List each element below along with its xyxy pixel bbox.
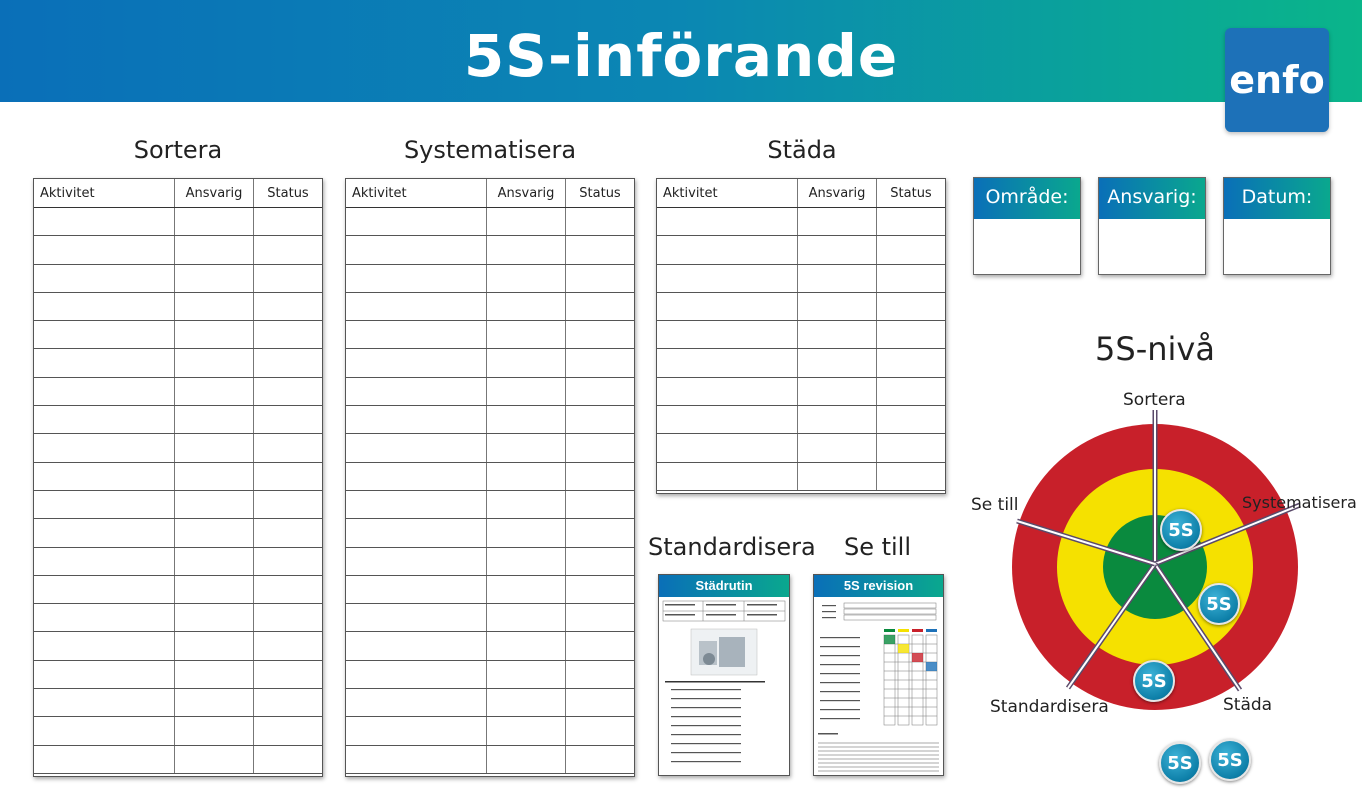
table-row[interactable] xyxy=(34,208,322,236)
table-cell[interactable] xyxy=(487,406,566,434)
table-cell[interactable] xyxy=(34,264,175,292)
table-cell[interactable] xyxy=(487,349,566,377)
revision-sheet[interactable] xyxy=(813,574,944,776)
table-row[interactable] xyxy=(34,717,322,745)
table-cell[interactable] xyxy=(487,490,566,518)
table-cell[interactable] xyxy=(254,490,323,518)
table-row[interactable] xyxy=(34,349,322,377)
table-row[interactable] xyxy=(346,745,634,773)
table-cell[interactable] xyxy=(346,208,487,236)
table-cell[interactable] xyxy=(346,547,487,575)
table-cell[interactable] xyxy=(254,604,323,632)
table-row[interactable] xyxy=(657,462,945,490)
table-cell[interactable] xyxy=(175,462,254,490)
table-row[interactable] xyxy=(346,717,634,745)
table-cell[interactable] xyxy=(254,519,323,547)
table-cell[interactable] xyxy=(566,292,635,320)
table-row[interactable] xyxy=(346,292,634,320)
table-cell[interactable] xyxy=(566,208,635,236)
table-cell[interactable] xyxy=(566,264,635,292)
table-cell[interactable] xyxy=(254,208,323,236)
table-cell[interactable] xyxy=(487,575,566,603)
table-row[interactable] xyxy=(34,575,322,603)
table-cell[interactable] xyxy=(175,490,254,518)
table-cell[interactable] xyxy=(566,689,635,717)
table-cell[interactable] xyxy=(487,632,566,660)
sortera-board xyxy=(33,178,323,777)
table-row[interactable] xyxy=(657,377,945,405)
table-cell[interactable] xyxy=(346,519,487,547)
stada-table xyxy=(657,179,945,491)
table-cell[interactable] xyxy=(34,292,175,320)
table-cell[interactable] xyxy=(254,321,323,349)
table-cell[interactable] xyxy=(566,519,635,547)
systematisera-table xyxy=(346,179,634,774)
systematisera-title: Systematisera xyxy=(403,136,577,164)
table-cell[interactable] xyxy=(798,236,877,264)
table-cell[interactable] xyxy=(175,349,254,377)
table-cell[interactable] xyxy=(798,462,877,490)
table-cell[interactable] xyxy=(175,377,254,405)
table-cell[interactable] xyxy=(566,745,635,773)
table-cell[interactable] xyxy=(877,406,946,434)
table-cell[interactable] xyxy=(657,377,798,405)
table-cell[interactable] xyxy=(487,689,566,717)
table-row[interactable] xyxy=(346,519,634,547)
table-cell[interactable] xyxy=(34,321,175,349)
table-row[interactable] xyxy=(346,321,634,349)
axis-label-stada: Städa xyxy=(1223,695,1273,715)
table-cell[interactable] xyxy=(566,717,635,745)
table-cell[interactable] xyxy=(566,406,635,434)
table-cell[interactable] xyxy=(34,208,175,236)
table-cell[interactable] xyxy=(566,349,635,377)
table-cell[interactable] xyxy=(254,264,323,292)
table-row[interactable] xyxy=(34,490,322,518)
table-cell[interactable] xyxy=(566,490,635,518)
table-cell[interactable] xyxy=(175,604,254,632)
table-cell[interactable] xyxy=(798,377,877,405)
table-cell[interactable] xyxy=(175,236,254,264)
header-aktivitet: Aktivitet xyxy=(34,179,175,208)
table-cell[interactable] xyxy=(877,292,946,320)
table-row[interactable] xyxy=(346,660,634,688)
table-cell[interactable] xyxy=(34,745,175,773)
axis-label-setill: Se till xyxy=(971,495,1019,515)
5s-marker[interactable]: 5S xyxy=(1133,660,1175,702)
table-row[interactable] xyxy=(657,349,945,377)
table-row[interactable] xyxy=(34,406,322,434)
table-row[interactable] xyxy=(346,689,634,717)
table-cell[interactable] xyxy=(487,434,566,462)
table-row[interactable] xyxy=(34,292,322,320)
table-cell[interactable] xyxy=(346,377,487,405)
table-row[interactable] xyxy=(34,660,322,688)
table-cell[interactable] xyxy=(877,434,946,462)
table-row[interactable] xyxy=(346,434,634,462)
table-cell[interactable] xyxy=(798,321,877,349)
table-cell[interactable] xyxy=(34,349,175,377)
5s-marker[interactable]: 5S xyxy=(1198,583,1240,625)
table-cell[interactable] xyxy=(34,547,175,575)
table-cell[interactable] xyxy=(566,434,635,462)
table-cell[interactable] xyxy=(346,604,487,632)
table-cell[interactable] xyxy=(254,717,323,745)
table-cell[interactable] xyxy=(798,292,877,320)
table-row[interactable] xyxy=(657,434,945,462)
table-cell[interactable] xyxy=(34,660,175,688)
table-cell[interactable] xyxy=(346,406,487,434)
table-cell[interactable] xyxy=(254,689,323,717)
table-row[interactable] xyxy=(34,434,322,462)
revision-sheet-content xyxy=(814,597,943,775)
header-status: Status xyxy=(254,179,323,208)
table-cell[interactable] xyxy=(254,745,323,773)
table-cell[interactable] xyxy=(487,717,566,745)
table-cell[interactable] xyxy=(175,208,254,236)
header-ansvarig: Ansvarig xyxy=(175,179,254,208)
table-cell[interactable] xyxy=(254,236,323,264)
table-cell[interactable] xyxy=(657,434,798,462)
table-cell[interactable] xyxy=(566,462,635,490)
table-cell[interactable] xyxy=(487,377,566,405)
table-cell[interactable] xyxy=(877,349,946,377)
table-cell[interactable] xyxy=(34,632,175,660)
table-cell[interactable] xyxy=(877,236,946,264)
table-row[interactable] xyxy=(34,264,322,292)
table-cell[interactable] xyxy=(175,406,254,434)
table-row[interactable] xyxy=(657,264,945,292)
table-cell[interactable] xyxy=(254,632,323,660)
header-ansvarig: Ansvarig xyxy=(487,179,566,208)
header-aktivitet: Aktivitet xyxy=(346,179,487,208)
table-row[interactable] xyxy=(34,547,322,575)
table-cell[interactable] xyxy=(346,292,487,320)
setill-title: Se till xyxy=(843,533,912,561)
ansvarig-label: Ansvarig: xyxy=(1099,178,1205,219)
table-cell[interactable] xyxy=(254,434,323,462)
table-cell[interactable] xyxy=(346,462,487,490)
table-cell[interactable] xyxy=(566,575,635,603)
omrade-label: Område: xyxy=(974,178,1080,219)
table-cell[interactable] xyxy=(566,236,635,264)
table-cell[interactable] xyxy=(175,745,254,773)
table-cell[interactable] xyxy=(346,660,487,688)
table-cell[interactable] xyxy=(487,519,566,547)
table-row[interactable] xyxy=(346,604,634,632)
level-title: 5S-nivå xyxy=(1095,330,1215,368)
table-cell[interactable] xyxy=(34,236,175,264)
table-cell[interactable] xyxy=(798,208,877,236)
table-cell[interactable] xyxy=(487,604,566,632)
table-cell[interactable] xyxy=(346,434,487,462)
table-cell[interactable] xyxy=(34,377,175,405)
table-cell[interactable] xyxy=(566,604,635,632)
axis-label-systematisera: Systematisera xyxy=(1242,493,1357,512)
table-row[interactable] xyxy=(346,547,634,575)
table-row[interactable] xyxy=(34,377,322,405)
table-cell[interactable] xyxy=(877,208,946,236)
table-cell[interactable] xyxy=(34,434,175,462)
table-cell[interactable] xyxy=(798,349,877,377)
table-row[interactable] xyxy=(34,689,322,717)
table-cell[interactable] xyxy=(254,547,323,575)
table-cell[interactable] xyxy=(346,490,487,518)
table-row[interactable] xyxy=(346,208,634,236)
systematisera-board xyxy=(345,178,635,777)
table-cell[interactable] xyxy=(34,717,175,745)
table-cell[interactable] xyxy=(175,717,254,745)
table-cell[interactable] xyxy=(346,689,487,717)
table-cell[interactable] xyxy=(566,632,635,660)
table-row[interactable] xyxy=(34,462,322,490)
stadrutin-sheet[interactable] xyxy=(658,574,790,776)
table-cell[interactable] xyxy=(487,547,566,575)
table-cell[interactable] xyxy=(346,321,487,349)
table-row[interactable] xyxy=(657,292,945,320)
table-row[interactable] xyxy=(346,264,634,292)
table-row[interactable] xyxy=(657,208,945,236)
table-row[interactable] xyxy=(34,321,322,349)
table-cell[interactable] xyxy=(346,264,487,292)
table-row[interactable] xyxy=(657,321,945,349)
table-cell[interactable] xyxy=(566,377,635,405)
table-cell[interactable] xyxy=(657,264,798,292)
table-cell[interactable] xyxy=(566,547,635,575)
table-cell[interactable] xyxy=(34,462,175,490)
table-row[interactable] xyxy=(34,604,322,632)
table-cell[interactable] xyxy=(175,632,254,660)
table-row[interactable] xyxy=(346,632,634,660)
stadrutin-sheet-content xyxy=(659,597,789,775)
standardisera-title: Standardisera xyxy=(648,533,816,561)
table-cell[interactable] xyxy=(254,377,323,405)
table-row[interactable] xyxy=(346,575,634,603)
table-cell[interactable] xyxy=(175,292,254,320)
sortera-title: Sortera xyxy=(133,136,223,164)
header-ansvarig: Ansvarig xyxy=(798,179,877,208)
table-cell[interactable] xyxy=(487,321,566,349)
table-cell[interactable] xyxy=(346,349,487,377)
table-cell[interactable] xyxy=(487,745,566,773)
table-cell[interactable] xyxy=(254,575,323,603)
stada-board xyxy=(656,178,946,494)
table-cell[interactable] xyxy=(254,349,323,377)
stadrutin-sheet-title: Städrutin xyxy=(659,575,789,597)
header-aktivitet: Aktivitet xyxy=(657,179,798,208)
table-cell[interactable] xyxy=(798,434,877,462)
stada-title: Städa xyxy=(767,136,837,164)
table-cell[interactable] xyxy=(566,660,635,688)
omrade-card[interactable] xyxy=(973,177,1081,275)
table-cell[interactable] xyxy=(254,406,323,434)
table-row[interactable] xyxy=(346,377,634,405)
table-cell[interactable] xyxy=(175,575,254,603)
table-cell[interactable] xyxy=(34,575,175,603)
table-cell[interactable] xyxy=(346,236,487,264)
table-cell[interactable] xyxy=(346,575,487,603)
table-cell[interactable] xyxy=(34,406,175,434)
table-cell[interactable] xyxy=(657,406,798,434)
table-cell[interactable] xyxy=(346,717,487,745)
table-cell[interactable] xyxy=(657,208,798,236)
header-status: Status xyxy=(566,179,635,208)
table-cell[interactable] xyxy=(877,462,946,490)
table-cell[interactable] xyxy=(487,660,566,688)
table-cell[interactable] xyxy=(175,434,254,462)
table-cell[interactable] xyxy=(657,349,798,377)
table-cell[interactable] xyxy=(175,321,254,349)
header-status: Status xyxy=(877,179,946,208)
enfo-logo: enfo xyxy=(1225,28,1329,132)
table-cell[interactable] xyxy=(487,292,566,320)
table-row[interactable] xyxy=(346,462,634,490)
table-cell[interactable] xyxy=(487,236,566,264)
table-cell[interactable] xyxy=(657,292,798,320)
table-row[interactable] xyxy=(34,632,322,660)
table-cell[interactable] xyxy=(877,377,946,405)
table-cell[interactable] xyxy=(346,745,487,773)
table-cell[interactable] xyxy=(798,406,877,434)
datum-card[interactable] xyxy=(1223,177,1331,275)
table-cell[interactable] xyxy=(877,321,946,349)
table-cell[interactable] xyxy=(254,462,323,490)
table-row[interactable] xyxy=(346,490,634,518)
table-row[interactable] xyxy=(34,236,322,264)
table-cell[interactable] xyxy=(34,689,175,717)
axis-label-sortera: Sortera xyxy=(1123,390,1186,410)
table-cell[interactable] xyxy=(34,490,175,518)
table-cell[interactable] xyxy=(346,632,487,660)
table-row[interactable] xyxy=(346,236,634,264)
table-cell[interactable] xyxy=(657,321,798,349)
ansvarig-card[interactable] xyxy=(1098,177,1206,275)
table-cell[interactable] xyxy=(175,689,254,717)
table-row[interactable] xyxy=(346,349,634,377)
5s-marker-spare[interactable]: 5S xyxy=(1209,739,1251,781)
table-cell[interactable] xyxy=(487,264,566,292)
page-title: 5S-införande xyxy=(463,22,899,90)
5s-marker[interactable]: 5S xyxy=(1160,509,1202,551)
table-row[interactable] xyxy=(657,406,945,434)
table-cell[interactable] xyxy=(487,462,566,490)
table-row[interactable] xyxy=(34,519,322,547)
table-cell[interactable] xyxy=(657,462,798,490)
table-row[interactable] xyxy=(346,406,634,434)
axis-label-standardisera: Standardisera xyxy=(990,697,1109,717)
5s-marker-spare[interactable]: 5S xyxy=(1159,742,1201,784)
table-cell[interactable] xyxy=(175,547,254,575)
revision-sheet-title: 5S revision xyxy=(814,575,943,597)
sortera-table xyxy=(34,179,322,774)
table-row[interactable] xyxy=(34,745,322,773)
table-cell[interactable] xyxy=(566,321,635,349)
table-cell[interactable] xyxy=(254,660,323,688)
table-cell[interactable] xyxy=(254,292,323,320)
table-cell[interactable] xyxy=(175,519,254,547)
table-cell[interactable] xyxy=(34,519,175,547)
table-cell[interactable] xyxy=(175,660,254,688)
table-cell[interactable] xyxy=(798,264,877,292)
datum-label: Datum: xyxy=(1224,178,1330,219)
table-cell[interactable] xyxy=(487,208,566,236)
table-cell[interactable] xyxy=(877,264,946,292)
table-row[interactable] xyxy=(657,236,945,264)
table-cell[interactable] xyxy=(175,264,254,292)
table-cell[interactable] xyxy=(34,604,175,632)
table-cell[interactable] xyxy=(657,236,798,264)
